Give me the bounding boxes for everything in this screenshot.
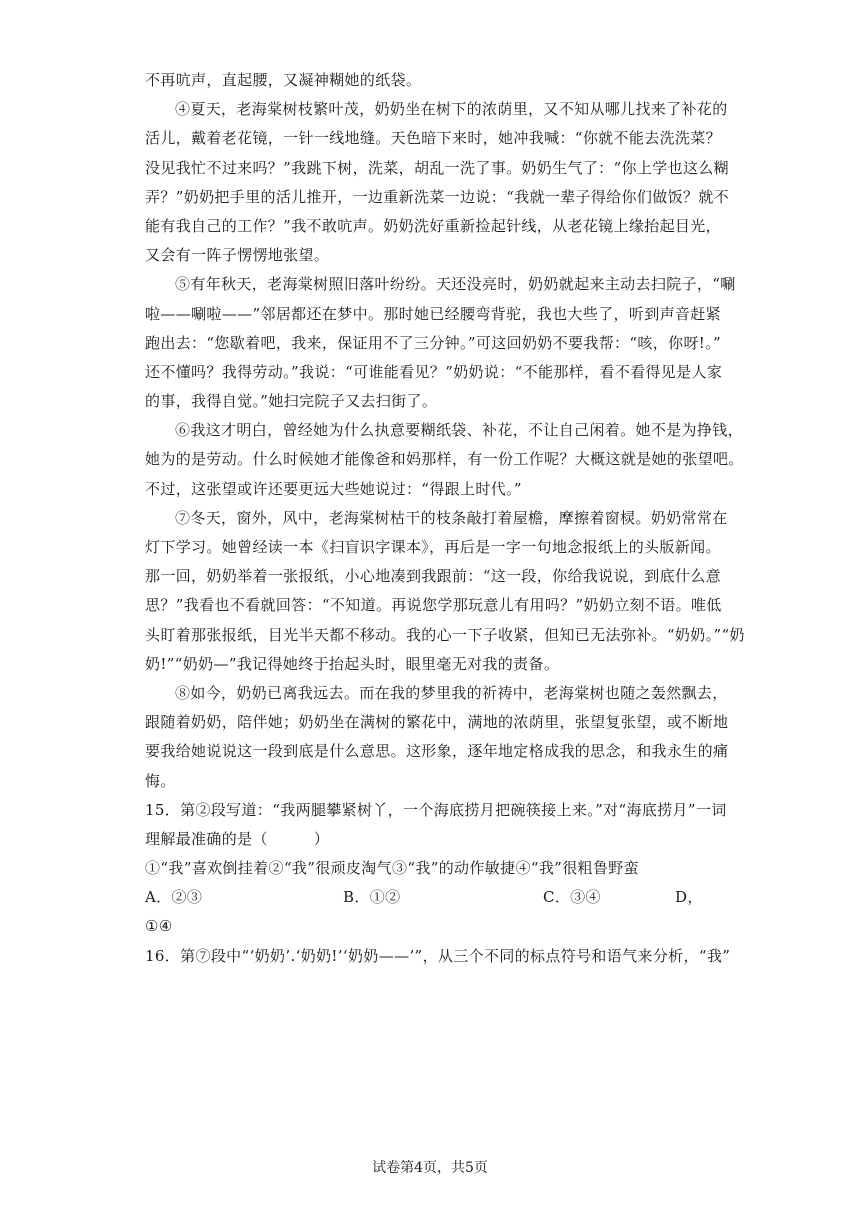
passage-line: 奶!”“奶奶—”我记得她终于抬起头时，眼里毫无对我的责备。: [145, 654, 560, 673]
passage-line: ⑧如今，奶奶已离我远去。而在我的梦里我的祈祷中，老海棠树也随之轰然飘去，: [175, 683, 728, 702]
option-d: D，: [675, 888, 703, 907]
passage-line: 要我给她说说这一段到底是什么意思。这形象，逐年地定格成我的思念，和我永生的痛: [145, 742, 729, 761]
page-footer: 试卷第4页，共5页: [372, 1160, 488, 1176]
passage-line: 不再吭声，直起腰，又凝神糊她的纸袋。: [145, 71, 422, 89]
passage-line: 不过，这张望或许还要更远大些她说过：“得跟上时代。”: [145, 479, 522, 498]
reading-passage: [145, 66, 745, 796]
question-15-choices: ①“我”喜欢倒挂着②“我”很顽皮淘气③“我”的动作敏捷④“我”很粗鲁野蛮: [145, 859, 639, 878]
passage-line: 头盯着那张报纸，目光半天都不移动。我的心一下子收紧，但知已无法弥补。“奶奶。”“奶: [145, 625, 745, 644]
passage-line: ④夏天，老海棠树枝繁叶茂，奶奶坐在树下的浓荫里，又不知从哪儿找来了补花的: [175, 100, 728, 119]
option-a: A．②③: [145, 888, 203, 907]
passage-line: 啦——唰啦——”邻居都还在梦中。那时她已经腰弯背驼，我也大些了，听到声音赶紧: [145, 304, 721, 323]
passage-line: 灯下学习。她曾经读一本《扫盲识字课本》，再后是一字一句地念报纸上的头版新闻。: [145, 538, 721, 556]
question-15-stem-line-2: 理解最准确的是（ ）: [145, 829, 330, 848]
option-c: C．③④: [543, 888, 601, 907]
question-15-stem-line-1: 15．第②段写道：“我两腿攀紧树丫，一个海底捞月把碗筷接上来。”对“海底捞月”一词: [145, 800, 727, 819]
passage-line: ⑥我这才明白，曾经她为什么执意要糊纸袋、补花，不让自己闲着。她不是为挣钱，: [175, 421, 743, 440]
passage-line: 活儿，戴着老花镜，一针一线地缝。天色暗下来时，她冲我喊：“你就不能去洗洗菜？: [145, 129, 721, 148]
passage-line: 思？”我看也不看就回答：“不知道。再说您学那玩意儿有用吗？”奶奶立刻不语。唯低: [145, 596, 722, 615]
passage-line: 弄？”奶奶把手里的活儿推开，一边重新洗菜一边说：“我就一辈子得给你们做饭？就不: [145, 187, 729, 206]
passage-line: ⑦冬天，窗外，风中，老海棠树枯干的枝条敲打着屋檐，摩擦着窗棂。奶奶常常在: [175, 508, 728, 527]
passage-line: 跑出去：“您歇着吧，我来，保证用不了三分钟。”可这回奶奶不要我帮：“咳，你呀!。”: [145, 333, 722, 352]
content-area: [145, 66, 745, 971]
option-d-continued: ①④: [145, 917, 173, 936]
passage-line: 她为的是劳动。什么时候她才能像爸和妈那样，有一份工作呢？大概这就是她的张望吧。: [145, 450, 744, 469]
passage-line: 悔。: [145, 771, 176, 790]
passage-line: 没见我忙不过来吗？”我跳下树，洗菜，胡乱一洗了事。奶奶生气了：“你上学也这么糊: [145, 158, 729, 177]
passage-line: 又会有一阵子愣愣地张望。: [145, 246, 330, 265]
passage-line: 的事，我得自觉。”她扫完院子又去扫街了。: [145, 392, 438, 411]
passage-line: 能有我自己的工作？”我不敢吭声。奶奶洗好重新捡起针线，从老花镜上缘抬起目光，: [145, 216, 721, 235]
passage-line: 那一回，奶奶举着一张报纸，小心地凑到我跟前：“这一段，你给我说说，到底什么意: [145, 567, 721, 586]
option-b: B．①②: [343, 888, 401, 907]
question-15-options: [145, 883, 720, 912]
question-16-stem-line-1: 16．第⑦段中“‘奶奶’.‘奶奶!’‘奶奶——’”，从三个不同的标点符号和语气来分析，“我”: [145, 946, 731, 965]
passage-line: 跟随着奶奶，陪伴她；奶奶坐在满树的繁花中，满地的浓荫里，张望复张望，或不断地: [145, 713, 729, 732]
passage-line: 还不懂吗？我得劳动。”我说：“可谁能看见？”奶奶说：“不能那样，看不看得见是人家: [145, 362, 723, 381]
passage-line: ⑤有年秋天，老海棠树照旧落叶纷纷。天还没亮时，奶奶就起来主动去扫院子，“唰: [175, 275, 736, 294]
